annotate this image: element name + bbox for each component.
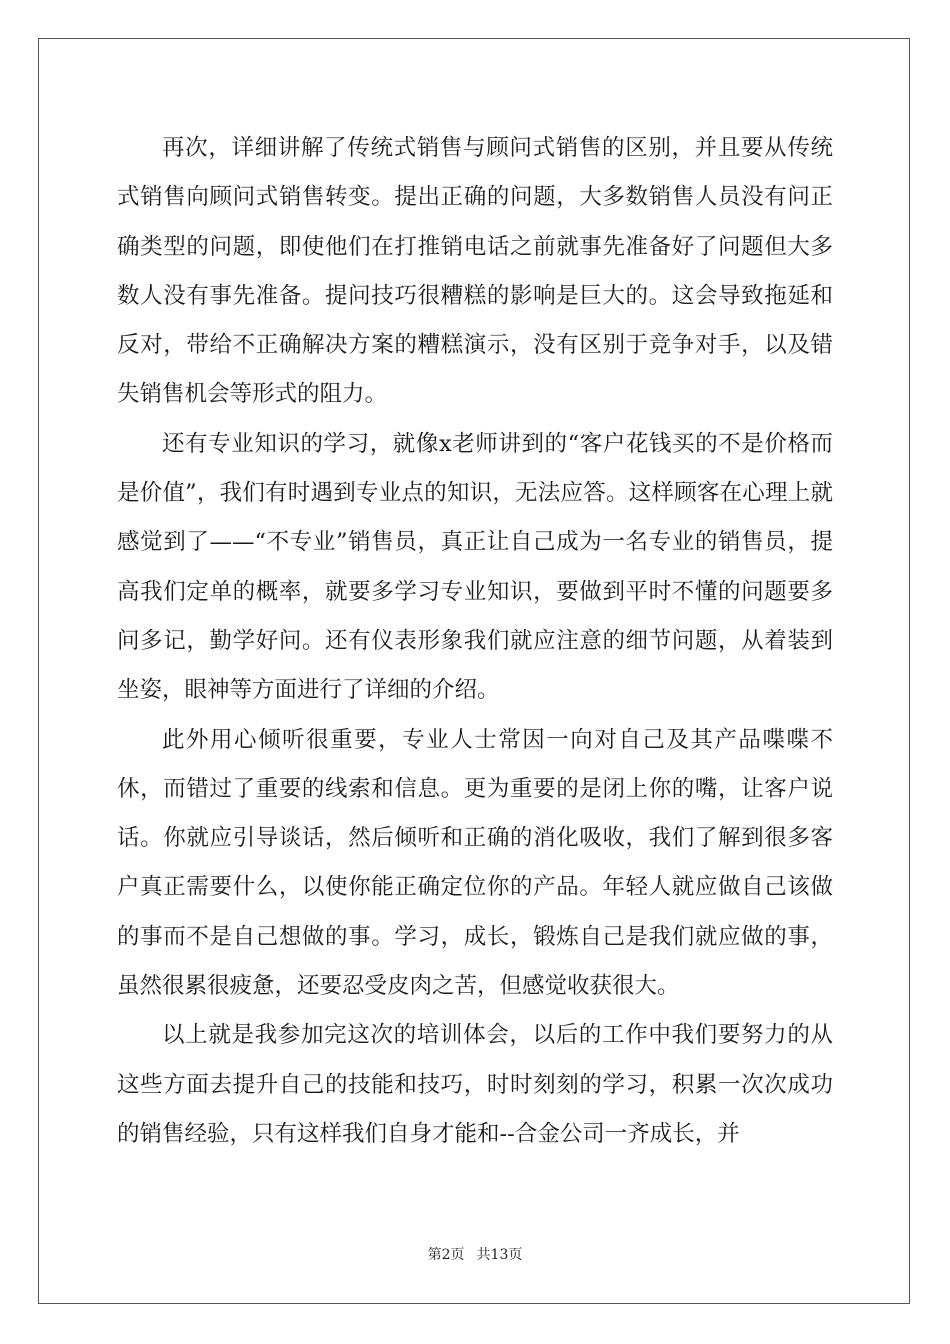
paragraph: 再次，详细讲解了传统式销售与顾问式销售的区别，并且要从传统式销售向顾问式销售转变。提出正确的问题，大多数销售人员没有问正确类型的问题，即使他们在打推销电话之前就事先准备好了问题但大多数人没有事先准备。提问技巧很糟糕的影响是巨大的。这会导致拖延和反对，带给不正确解决方案的糟糕演示，没有区别于竞争对手，以及错失销售机会等形式的阻力。 bbox=[117, 135, 833, 408]
paragraph: 还有专业知识的学习，就像x老师讲到的“客户花钱买的不是价格而是价值”，我们有时遇到专业点的知识，无法应答。这样顾客在心理上就感觉到了——“不专业”销售员，真正让自己成为一名专业的销售员，提高我们定单的概率，就要多学习专业知识，要做到平时不懂的问题要多问多记，勤学好问。还有仪表形象我们就应注意的细节问题，从着装到坐姿，眼神等方面进行了详细的介绍。 bbox=[117, 430, 833, 704]
page-footer bbox=[0, 1244, 950, 1264]
paragraph: 以上就是我参加完这次的培训体会，以后的工作中我们要努力的从这些方面去提升自己的技能和技巧，时时刻刻的学习，积累一次次成功的销售经验，只有这样我们自身才能和--合金公司一齐成长，并 bbox=[117, 1022, 833, 1147]
page-number-total: 共13页 bbox=[476, 1247, 523, 1263]
page-number-current: 第2页 bbox=[427, 1247, 465, 1263]
paragraph: 此外用心倾听很重要，专业人士常因一向对自己及其产品喋喋不休，而错过了重要的线索和信息。更为重要的是闭上你的嘴，让客户说话。你就应引导谈话，然后倾听和正确的消化吸收，我们了解到很多客户真正需要什么，以使你能正确定位你的产品。年轻人就应做自己该做的事而不是自己想做的事。学习，成长，锻炼自己是我们就应做的事，虽然很累很疲惫，还要忍受皮肉之苦，但感觉收获很大。 bbox=[117, 726, 833, 1000]
document-body bbox=[117, 124, 833, 1159]
